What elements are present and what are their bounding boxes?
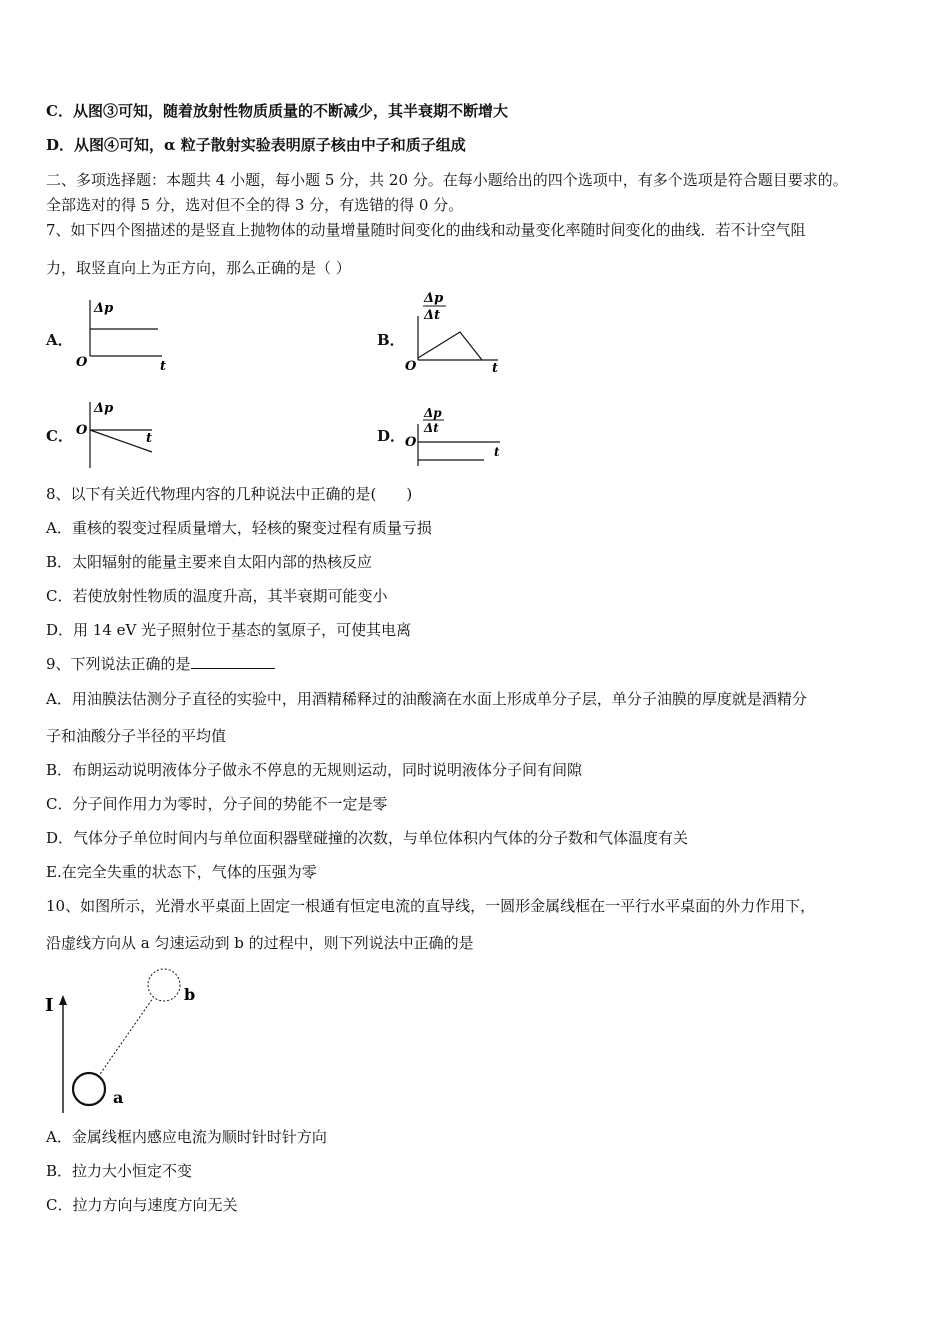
axis-label-dp: Δp (94, 301, 114, 316)
q9-option-a-2[interactable]: 子和油酸分子半径的平均值 (46, 727, 227, 745)
origin-label: O (76, 355, 88, 370)
q10-option-b[interactable]: B．拉力大小恒定不变 (46, 1162, 193, 1180)
q7-option-b-label[interactable]: B． (377, 331, 405, 349)
section-2-instructions-1: 二、多项选择题：本题共 4 小题，每小题 5 分，共 20 分。在每小题给出的四个选项中，有多个选项是符合题目要求的。 (46, 171, 848, 189)
q9-option-a-1[interactable]: A．用油膜法估测分子直径的实验中，用酒精稀释过的油酸滴在水面上形成单分子层，单分子油膜的厚度就是酒精分 (46, 690, 807, 708)
loop-at-b (148, 969, 180, 1001)
option-c-prev: C．从图③可知，随着放射性物质质量的不断减少，其半衰期不断增大 (46, 102, 508, 120)
loop-at-a (73, 1073, 105, 1105)
q7-graph-a (72, 292, 182, 374)
origin-label: O (405, 359, 417, 374)
q10-stem-1: 10、如图所示，光滑水平桌面上固定一根通有恒定电流的直导线，一圆形金属线框在一平行水平桌面的外力作用下， (46, 897, 816, 915)
point-b-label: b (184, 985, 196, 1004)
q9-stem-text: 9、下列说法正确的是 (46, 655, 191, 673)
q10-option-a[interactable]: A．金属线框内感应电流为顺时针时针方向 (46, 1128, 327, 1146)
axis-label-t: t (160, 359, 167, 374)
q7-stem-2: 力，取竖直向上为正方向，那么正确的是（ ） (46, 259, 351, 277)
q7-graph-d (404, 404, 510, 472)
q10-figure (40, 965, 220, 1120)
origin-label: O (405, 435, 417, 450)
section-2-instructions-2: 全部选对的得 5 分，选对但不全的得 3 分，有选错的得 0 分。 (46, 196, 464, 214)
q8-option-a[interactable]: A．重核的裂变过程质量增大，轻核的聚变过程有质量亏损 (46, 519, 432, 537)
answer-blank (191, 654, 275, 669)
q8-option-c[interactable]: C．若使放射性物质的温度升高，其半衰期可能变小 (46, 587, 388, 605)
origin-label: O (76, 423, 88, 438)
q7-graph-b (404, 288, 514, 378)
current-label: I (45, 995, 54, 1016)
path-dashed (98, 998, 153, 1077)
axis-label-dt-denominator: Δt (424, 421, 439, 435)
q8-stem: 8、以下有关近代物理内容的几种说法中正确的是( ) (46, 485, 413, 503)
q7-option-c-label[interactable]: C． (46, 427, 73, 445)
q8-option-d[interactable]: D．用 14 eV 光子照射位于基态的氢原子，可使其电离 (46, 621, 412, 639)
point-a-label: a (113, 1088, 124, 1107)
q7-stem-1: 7、如下四个图描述的是竖直上抛物体的动量增量随时间变化的曲线和动量变化率随时间变化的曲线．若不计空气阻 (46, 221, 806, 239)
q10-stem-2: 沿虚线方向从 a 匀速运动到 b 的过程中，则下列说法中正确的是 (46, 934, 474, 952)
q7-graph-c (72, 396, 172, 472)
q9-stem (46, 654, 275, 674)
axis-label-t: t (492, 361, 499, 376)
axis-label-dp-numerator: Δp (424, 291, 444, 306)
q9-option-e[interactable]: E.在完全失重的状态下，气体的压强为零 (46, 863, 317, 881)
q7-option-a-label[interactable]: A． (46, 331, 73, 349)
axis-label-t: t (494, 445, 500, 459)
option-d-prev: D．从图④可知，α 粒子散射实验表明原子核由中子和质子组成 (46, 136, 466, 154)
q9-option-d[interactable]: D．气体分子单位时间内与单位面积器壁碰撞的次数，与单位体积内气体的分子数和气体温度有关 (46, 829, 689, 847)
current-arrow-icon (59, 995, 67, 1005)
q8-option-b[interactable]: B．太阳辐射的能量主要来自太阳内部的热核反应 (46, 553, 373, 571)
axis-label-t: t (146, 431, 153, 446)
q9-option-c[interactable]: C．分子间作用力为零时，分子间的势能不一定是零 (46, 795, 388, 813)
q7-option-d-label[interactable]: D． (377, 427, 406, 445)
q9-option-b[interactable]: B．布朗运动说明液体分子做永不停息的无规则运动，同时说明液体分子间有间隙 (46, 761, 583, 779)
axis-label-dt-denominator: Δt (424, 308, 441, 323)
axis-label-dp: Δp (94, 401, 114, 416)
axis-label-dp-numerator: Δp (424, 406, 442, 420)
q10-option-c[interactable]: C．拉力方向与速度方向无关 (46, 1196, 238, 1214)
